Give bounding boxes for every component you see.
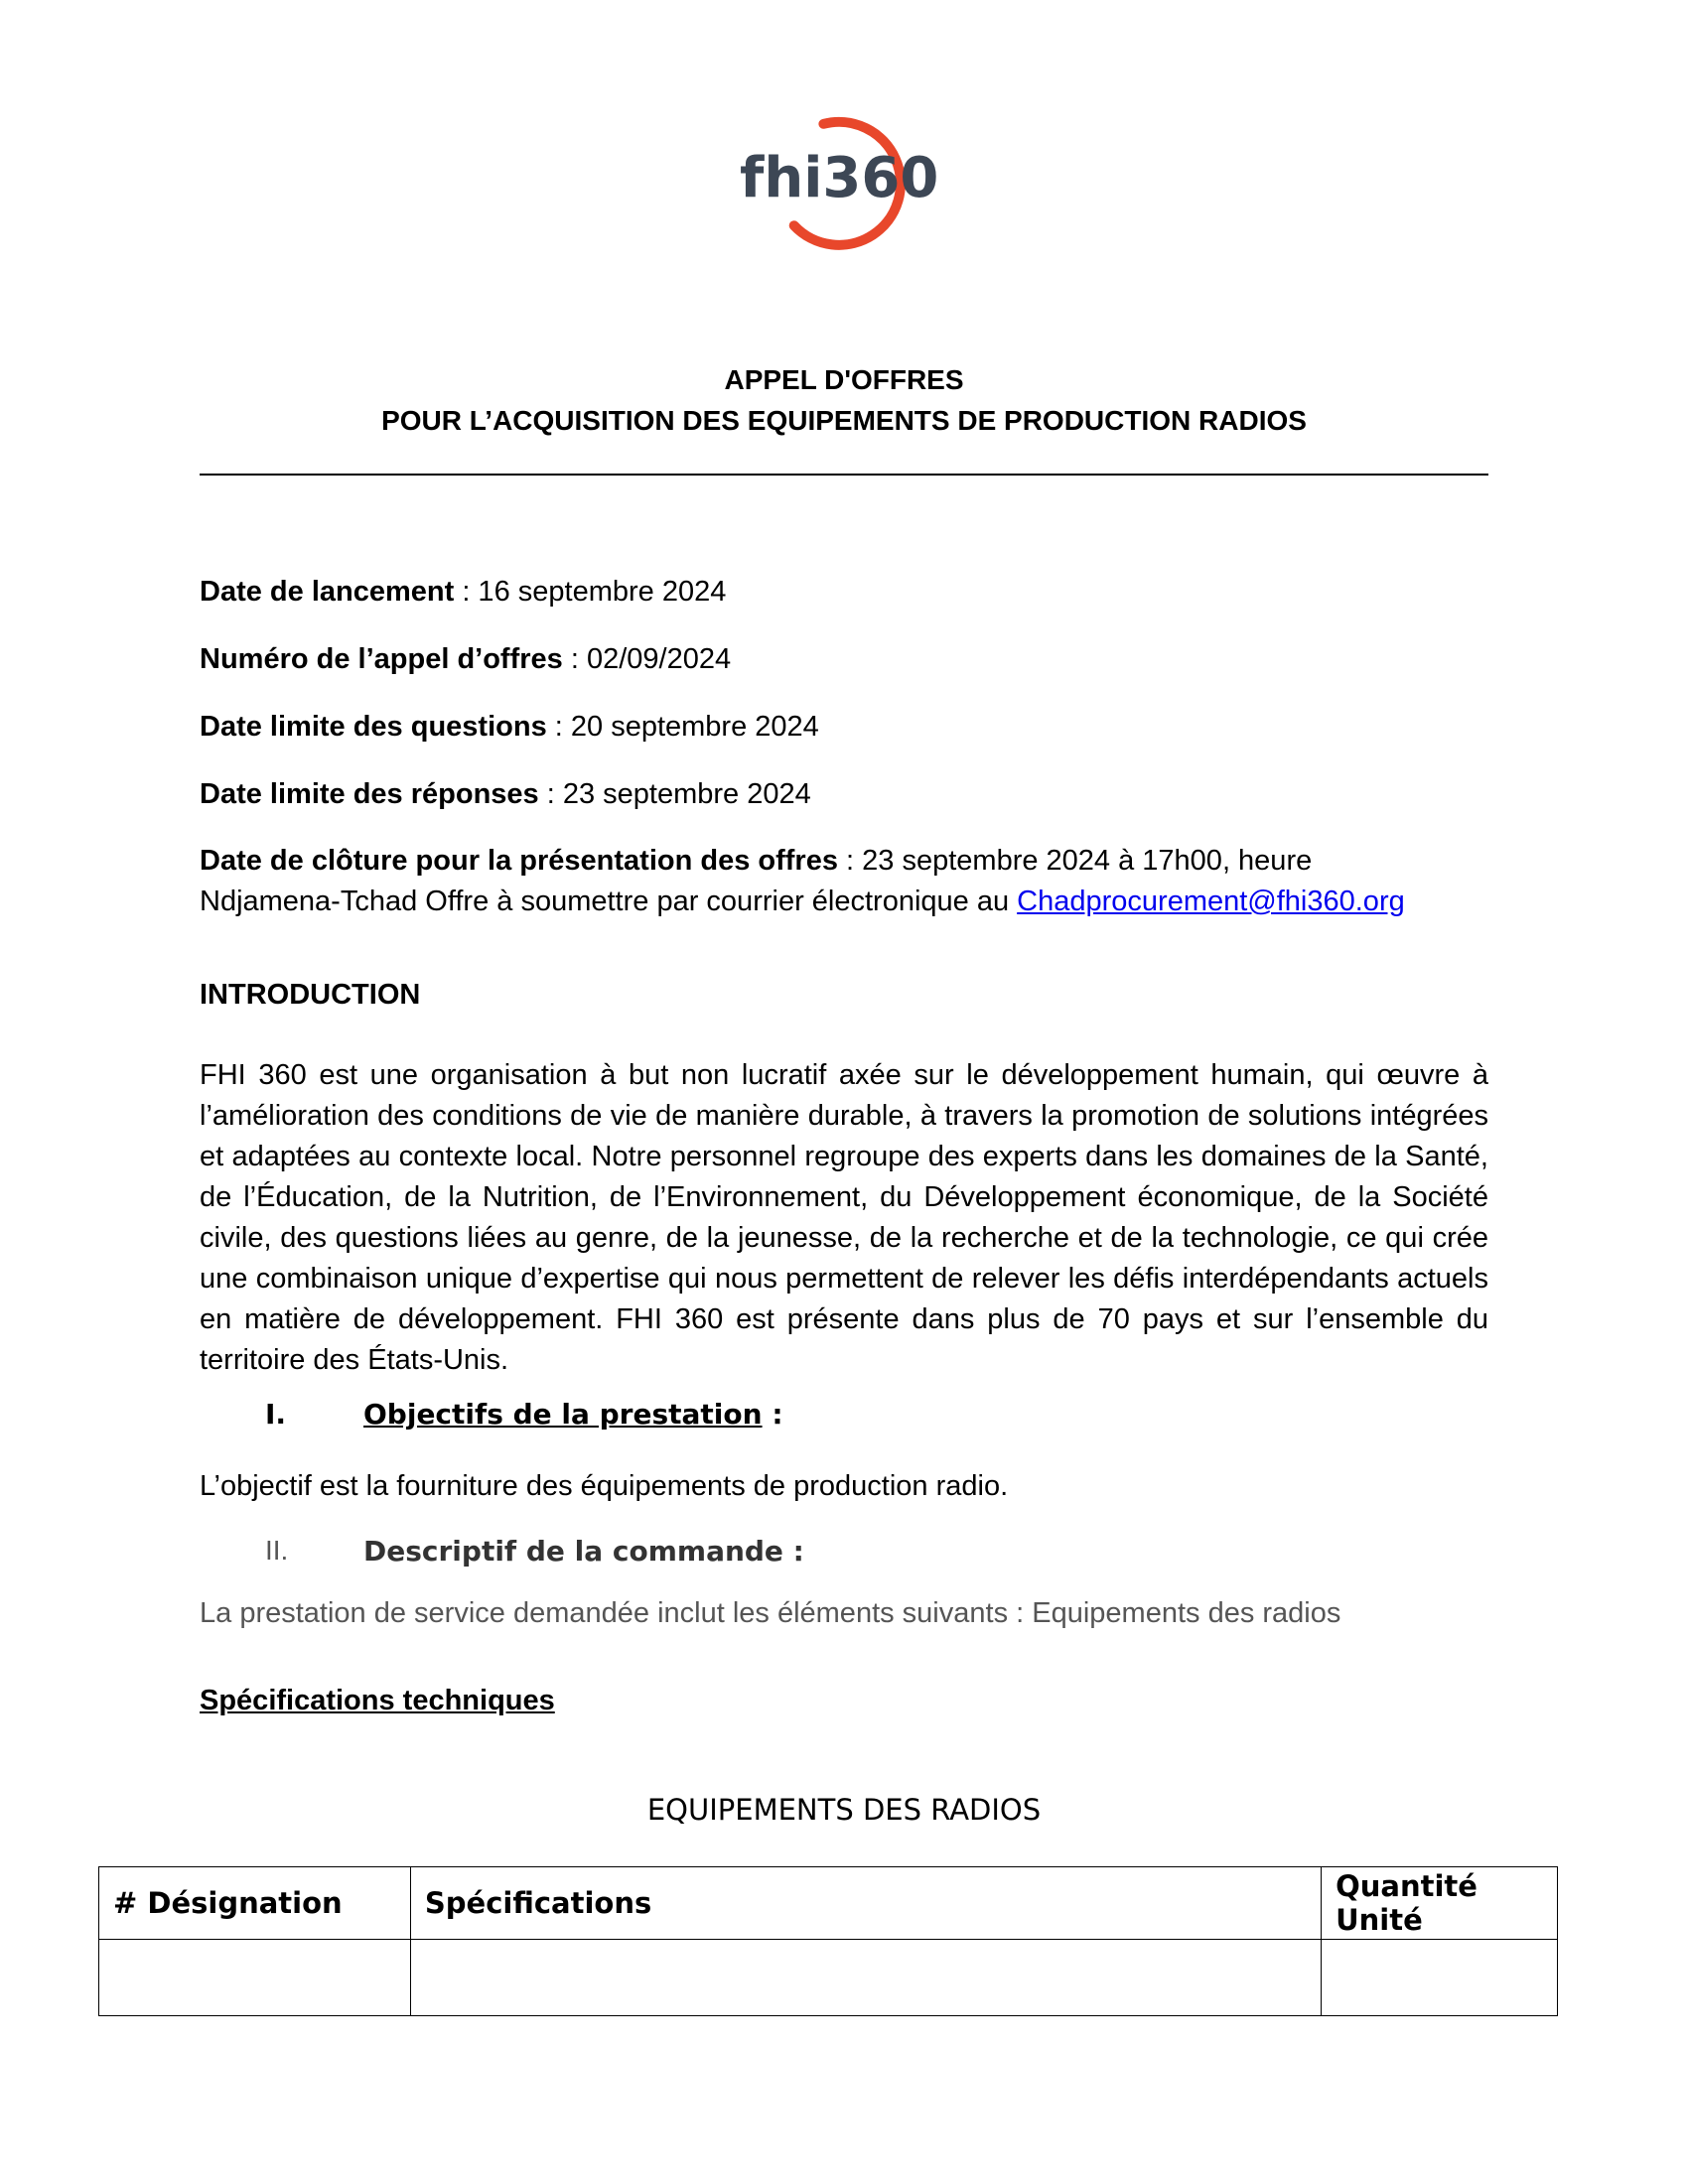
introduction-heading: INTRODUCTION bbox=[200, 979, 421, 1011]
tender-number: Numéro de l’appel d’offres : 02/09/2024 bbox=[200, 643, 732, 675]
section-1-number: I. bbox=[265, 1398, 287, 1431]
title-divider bbox=[200, 474, 1488, 476]
launch-date: Date de lancement : 16 septembre 2024 bbox=[200, 576, 727, 608]
title-line-1: APPEL D'OFFRES bbox=[724, 364, 964, 395]
section-1-title: Objectifs de la prestation bbox=[363, 1398, 763, 1431]
title-line-2: POUR L’ACQUISITION DES EQUIPEMENTS DE PRODUCTION RADIOS bbox=[381, 405, 1307, 436]
equipment-table bbox=[98, 1866, 1558, 2016]
col-specifications: Spécifications bbox=[410, 1867, 1321, 1940]
fhi360-logo bbox=[740, 99, 958, 258]
technical-specs-heading: Spécifications techniques bbox=[200, 1685, 555, 1716]
closing-instructions: Ndjamena-Tchad Offre à soumettre par courrier électronique au bbox=[200, 886, 1018, 917]
table-title: EQUIPEMENTS DES RADIOS bbox=[646, 1793, 1042, 1827]
section-2-number: II. bbox=[265, 1535, 289, 1566]
section-2-text: La prestation de service demandée inclut les éléments suivants : Equipements des radios bbox=[200, 1597, 1341, 1629]
questions-deadline: Date limite des questions : 20 septembre 2024 bbox=[200, 711, 819, 743]
email-link[interactable]: Chadprocurement@fhi360.org bbox=[1017, 886, 1405, 917]
document-title bbox=[0, 359, 1688, 441]
section-1-text: L’objectif est la fourniture des équipements de production radio. bbox=[200, 1470, 1009, 1502]
col-quantity-unit: Quantité Unité bbox=[1322, 1867, 1558, 1940]
section-2-title: Descriptif de la commande : bbox=[363, 1535, 804, 1568]
table-cell bbox=[410, 1940, 1321, 2016]
responses-deadline: Date limite des réponses : 23 septembre 2024 bbox=[200, 778, 811, 810]
table-header-row bbox=[99, 1867, 1558, 1940]
table-row bbox=[99, 1940, 1558, 2016]
col-designation: # Désignation bbox=[99, 1867, 411, 1940]
svg-text:fhi360: fhi360 bbox=[740, 146, 939, 210]
closing-date: Date de clôture pour la présentation des offres : 23 septembre 2024 à 17h00, heure Ndjamena-Tchad Offre à soumettre par courrier électronique au Chadprocurement@fhi360.org bbox=[200, 845, 1405, 917]
table-cell bbox=[1322, 1940, 1558, 2016]
table-cell bbox=[99, 1940, 411, 2016]
introduction-text: FHI 360 est une organisation à but non lucratif axée sur le développement humain, qui œuvre à l’amélioration des conditions de vie de manière durable, à travers la promotion de solutions intégrées et adaptées au contexte local. Notre personnel regroupe des experts dans les domaines de la Santé, de l’Éducation, de la Nutrition, de l’Environnement, du Développement économique, de la Société civile, des questions liées au genre, de la jeunesse, de la recherche et de la technologie, ce qui crée une combinaison unique d’expertise qui nous permettent de relever les défis interdépendants actuels en matière de développement. FHI 360 est présente dans plus de 70 pays et sur l’ensemble du territoire des États-Unis. bbox=[200, 1059, 1488, 1376]
